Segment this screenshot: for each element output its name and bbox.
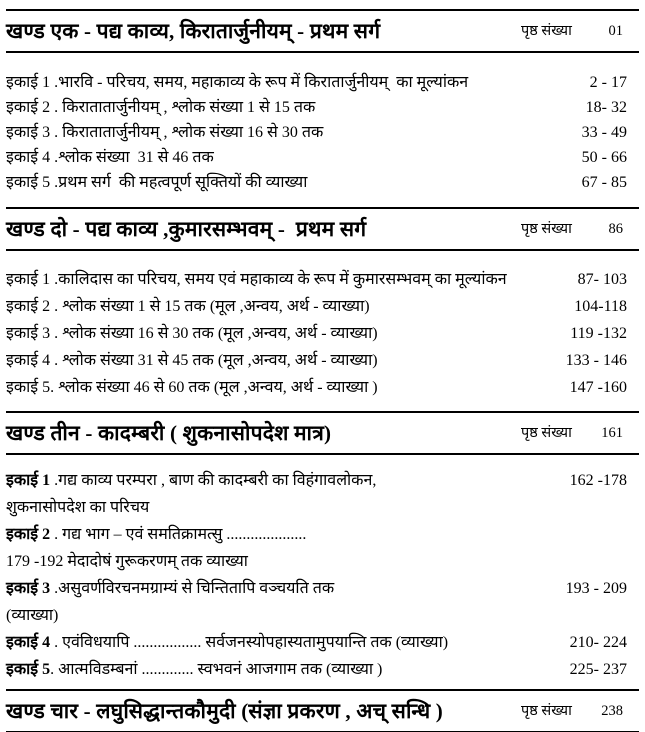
toc-item (6, 374, 639, 401)
toc-item (6, 293, 639, 320)
section-page-ref (521, 697, 623, 725)
section-title: खण्ड चार - लघुसिद्धान्तकौमुदी (संज्ञा प्रकरण , अच् सन्धि ) (6, 699, 443, 723)
section-header (6, 9, 639, 53)
section-header (6, 207, 639, 251)
item-title: . आत्मविडम्बनां ............. स्वभवनं आजगाम तक (व्याख्या ) (50, 661, 383, 678)
toc-item (6, 70, 639, 95)
toc-item (6, 347, 639, 374)
page-number-label: पृष्ठ संख्या (521, 425, 572, 441)
section-header (6, 411, 639, 455)
toc-item (6, 629, 639, 656)
toc-item (6, 145, 639, 170)
toc-section (6, 9, 639, 207)
item-page-range: 193 - 209 (565, 580, 627, 597)
item-title: इकाई 3 . किरातातार्जुनीयम् , श्लोक संख्या 16 से 30 तक (6, 124, 324, 141)
item-text (6, 325, 378, 342)
toc-item (6, 266, 639, 293)
toc-item (6, 494, 639, 521)
item-text (6, 99, 315, 116)
item-text (6, 271, 507, 288)
section-page-ref (521, 17, 623, 45)
toc-item (6, 320, 639, 347)
item-text (6, 74, 468, 91)
section-items (6, 53, 639, 207)
section-title: खण्ड एक - पद्य काव्य, किरातार्जुनीयम् - प्रथम सर्ग (6, 19, 381, 43)
toc-item (6, 120, 639, 145)
item-text (6, 149, 214, 166)
toc-item (6, 575, 639, 602)
item-unit-label: इकाई 2 (6, 526, 51, 543)
item-page-range: 133 - 146 (565, 352, 627, 369)
item-text (6, 634, 448, 651)
section-items (6, 251, 639, 411)
section-title: खण्ड तीन - कादम्बरी ( शुकनासोपदेश मात्र) (6, 421, 332, 445)
page-number-label: पृष्ठ संख्या (521, 221, 572, 237)
item-title: . गद्य भाग – एवं समतिक्रामत्सु .................... (50, 526, 307, 543)
item-title: इकाई 2 . किरातातार्जुनीयम् , श्लोक संख्या 1 से 15 तक (6, 99, 316, 116)
item-text (6, 499, 149, 516)
toc-item (6, 170, 639, 195)
page-number-value: 238 (601, 703, 623, 719)
item-page-range: 33 - 49 (581, 124, 627, 141)
item-title: (व्याख्या) (6, 607, 59, 624)
item-text (6, 526, 306, 543)
item-page-range: 162 -178 (569, 472, 627, 489)
item-title: इकाई 2 . श्लोक संख्या 1 से 15 तक (मूल ,अन्वय, अर्थ - व्याख्या) (6, 298, 370, 315)
section-items (6, 455, 639, 689)
item-page-range: 119 -132 (570, 325, 627, 342)
toc-item (6, 467, 639, 494)
toc-item (6, 656, 639, 683)
item-page-range: 67 - 85 (581, 174, 627, 191)
toc-section (6, 207, 639, 411)
item-text (6, 607, 58, 624)
item-text (6, 661, 382, 678)
page-number-value: 161 (601, 425, 623, 441)
section-page-ref (521, 215, 623, 243)
toc-item (6, 521, 639, 548)
item-page-range: 18- 32 (585, 99, 627, 116)
item-title: इकाई 5. श्लोक संख्या 46 से 60 तक (मूल ,अन्वय, अर्थ - व्याख्या ) (6, 379, 378, 396)
page-number-label: पृष्ठ संख्या (521, 23, 572, 39)
item-text (6, 379, 378, 396)
item-title: इकाई 5 .प्रथम सर्ग की महत्वपूर्ण सूक्तियों की व्याख्या (6, 174, 308, 191)
section-header (6, 689, 639, 732)
item-title: इकाई 1 .कालिदास का परिचय, समय एवं महाकाव्य के रूप में कुमारसम्भवम् का मूल्यांकन (6, 271, 507, 288)
item-page-range: 210- 224 (569, 634, 627, 651)
item-title: 179 -192 मेदादोषं गुरूकरणम् तक व्याख्या (6, 553, 248, 570)
page-number-value: 01 (608, 23, 623, 39)
item-title: . एवंविधयापि ................. सर्वजनस्योपहास्यतामुपयान्ति तक (व्याख्या) (50, 634, 449, 651)
item-text (6, 553, 248, 570)
item-unit-label: इकाई 3 (6, 580, 51, 597)
section-title: खण्ड दो - पद्य काव्य ,कुमारसम्भवम् - प्रथम सर्ग (6, 217, 367, 241)
section-page-ref (521, 419, 623, 447)
item-page-range: 225- 237 (569, 661, 627, 678)
toc-item (6, 95, 639, 120)
page-number-label: पृष्ठ संख्या (521, 703, 572, 719)
toc-item (6, 548, 639, 575)
item-unit-label: इकाई 4 (6, 634, 51, 651)
item-title: इकाई 3 . श्लोक संख्या 16 से 30 तक (मूल ,अन्वय, अर्थ - व्याख्या) (6, 325, 378, 342)
toc-item (6, 602, 639, 629)
item-text (6, 174, 307, 191)
item-page-range: 104-118 (574, 298, 627, 315)
item-title: .असुवर्णविरचनमग्राम्यं से चिन्तितापि वञ्चयति तक (50, 580, 335, 597)
item-page-range: 50 - 66 (581, 149, 627, 166)
item-text (6, 472, 376, 489)
item-page-range: 147 -160 (569, 379, 627, 396)
item-unit-label: इकाई 1 (6, 472, 51, 489)
page-number-value: 86 (608, 221, 623, 237)
item-title: .गद्य काव्य परम्परा , बाण की कादम्बरी का विहंगावलोकन, (50, 472, 377, 489)
item-text (6, 298, 370, 315)
item-text (6, 124, 323, 141)
item-text (6, 580, 334, 597)
item-title: इकाई 4 . श्लोक संख्या 31 से 45 तक (मूल ,अन्वय, अर्थ - व्याख्या) (6, 352, 378, 369)
item-title: इकाई 1 .भारवि - परिचय, समय, महाकाव्य के रूप में किरातार्जुनीयम् का मूल्यांकन (6, 74, 469, 91)
item-page-range: 2 - 17 (589, 74, 627, 91)
item-page-range: 87- 103 (577, 271, 627, 288)
item-text (6, 352, 378, 369)
item-unit-label: इकाई 5 (6, 661, 51, 678)
item-title: इकाई 4 .श्लोक संख्या 31 से 46 तक (6, 149, 214, 166)
toc-section (6, 689, 639, 732)
toc-section (6, 411, 639, 689)
item-title: शुकनासोपदेश का परिचय (6, 499, 150, 516)
